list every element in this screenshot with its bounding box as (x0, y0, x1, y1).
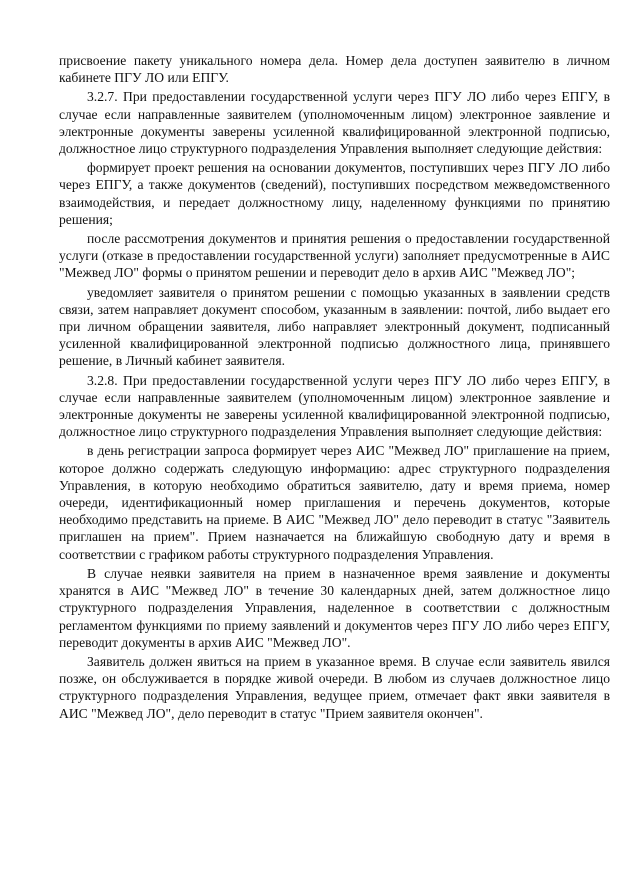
paragraph-forms-draft-decision: формирует проект решения на основании документов, поступивших через ПГУ ЛО либо через ЕПГУ, а также документов (сведений), поступивших посредством межведомственного взаимодействия, и передает должностному лицу, наделенному функциями по принятию решения; (59, 160, 610, 227)
paragraph-arrival: Заявитель должен явиться на прием в указанное время. В случае если заявитель явился позже, он обслуживается в порядке живой очереди. В любом из случаев должностное лицо структурного подразделения Управления, ведущее прием, отмечает факт явки заявителя в АИС "Межвед ЛО", дело переводит в статус "Прием заявителя окончен". (59, 653, 610, 721)
paragraph-notify-applicant: уведомляет заявителя о принятом решении с помощью указанных в заявлении средств связи, затем направляет документ способом, указанным в заявлении: почтой, либо выдает его при личном обращении заявителя, либо направляет электронный документ, подписанный усиленной квалифицированной электронной подписью должностного лица, принявшего решение, в Личный кабинет заявителя. (59, 284, 610, 369)
paragraph-3-2-7: 3.2.7. При предоставлении государственной услуги через ПГУ ЛО либо через ЕПГУ, в случае если направленные заявителем (уполномоченным лицом) электронное заявление и электронные документы заверены усиленной квалифицированной электронной подписью, должностное лицо структурного подразделения Управления выполняет следующие действия: (59, 89, 610, 157)
paragraph-3-2-8: 3.2.8. При предоставлении государственной услуги через ПГУ ЛО либо через ЕПГУ, в случае если направленные заявителем (уполномоченным лицом) электронное заявление и электронные документы не заверены усиленной квалифицированной электронной подписью, должностное лицо структурного подразделения Управления выполняет следующие действия: (59, 372, 610, 440)
paragraph-invitation: в день регистрации запроса формирует через АИС "Межвед ЛО" приглашение на прием, которое должно содержать следующую информацию: адрес структурного подразделения Управления, в которую необходимо обратиться заявителю, дату и время приема, номер очереди, идентификационный номер приглашения и перечень документов, которые необходимо представить на приеме. В АИС "Межвед ЛО" дело переводит в статус "Заявитель приглашен на прием". Прием назначается на ближайшую свободную дату и время в соответствии с графиком работы структурного подразделения Управления. (59, 443, 610, 562)
paragraph-case-number: присвоение пакету уникального номера дела. Номер дела доступен заявителю в личном кабинете ПГУ ЛО или ЕПГУ. (59, 53, 610, 86)
paragraph-after-review: после рассмотрения документов и принятия решения о предоставлении государственной услуги (отказе в предоставлении государственной услуги) заполняет предусмотренные в АИС "Межвед ЛО" формы о принятом решении и переводит дело в архив АИС "Межвед ЛО"; (59, 231, 610, 281)
paragraph-no-show: В случае неявки заявителя на прием в назначенное время заявление и документы хранятся в АИС "Межвед ЛО" в течение 30 календарных дней, затем должностное лицо структурного подразделения Управления, наделенное в соответствии с должностным регламентом функциями по приему заявлений и документов через ПГУ ЛО либо через ЕПГУ, переводит документы в архив АИС "Межвед ЛО". (59, 565, 610, 650)
